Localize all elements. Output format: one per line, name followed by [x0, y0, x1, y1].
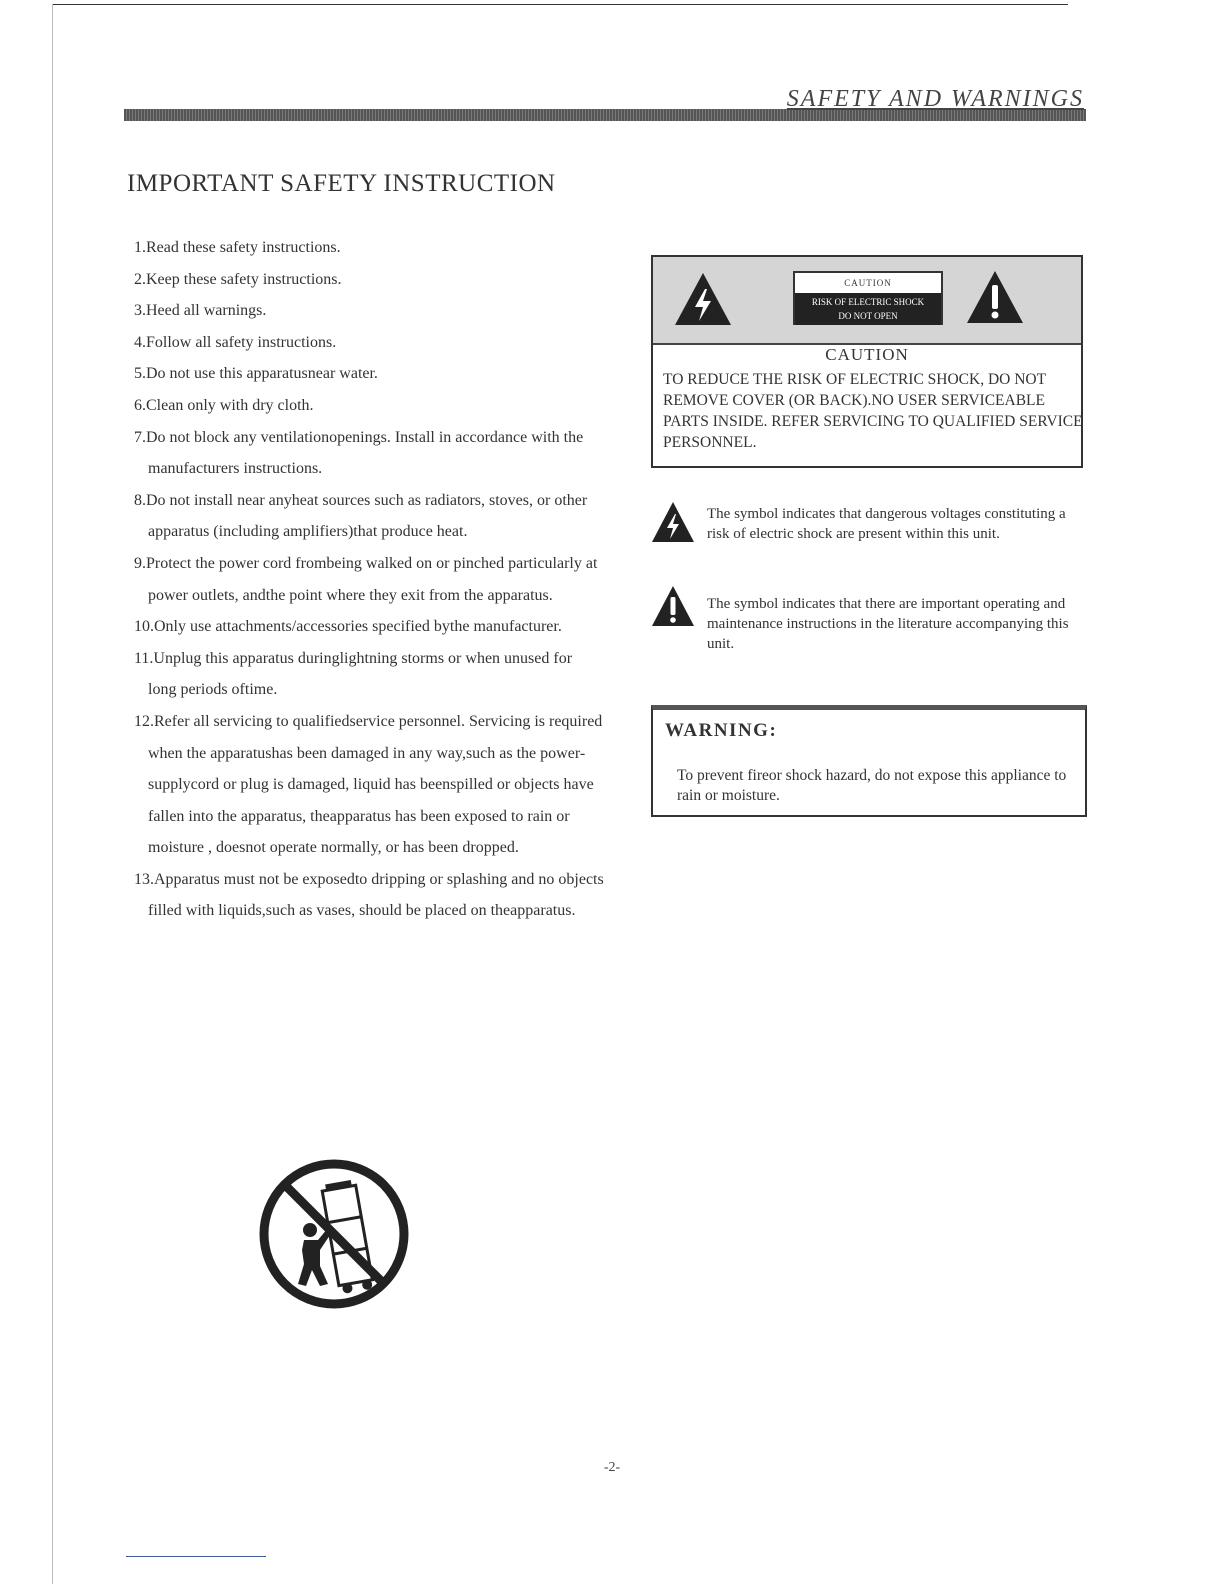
warning-title: WARNING: [665, 720, 778, 741]
top-rule [52, 4, 1068, 5]
warning-box [651, 705, 1087, 817]
caution-body: TO REDUCE THE RISK OF ELECTRIC SHOCK, DO NOT REMOVE COVER (OR BACK).NO USER SERVICEABLE PARTS INSIDE. REFER SERVICING TO QUALIFIED SERVICE PERSONNEL. [663, 371, 1083, 451]
caution-banner [653, 257, 1081, 345]
instruction-item: 8.Do not install near anyheat sources such as radiators, stoves, or other apparatus (including amplifiers)that produce heat. [134, 491, 588, 541]
instruction-item: 11.Unplug this apparatus duringlightning storms or when unused for long periods oftime. [134, 649, 573, 699]
symbol-description: The symbol indicates that there are important operating and maintenance instructions in the literature accompanying this unit. [707, 596, 1069, 652]
instruction-item: 9.Protect the power cord frombeing walked on or pinched particularly at power outlets, andthe point where they exit from the apparatus. [134, 554, 598, 604]
page-number: -2- [603, 1460, 621, 1475]
instruction-list [134, 232, 604, 927]
section-title: SAFETY AND WARNINGS [786, 86, 1084, 112]
instruction-item: 4.Follow all safety instructions. [134, 333, 337, 351]
instruction-item: 6.Clean only with dry cloth. [134, 396, 314, 414]
caution-heading: CAUTION [825, 345, 909, 364]
footer-rule [126, 1556, 266, 1557]
instruction-item: 3.Heed all warnings. [134, 302, 267, 320]
caution-label-top: CAUTION [844, 278, 892, 288]
page-title: IMPORTANT SAFETY INSTRUCTION [127, 170, 556, 197]
exclamation-triangle-icon [965, 269, 1025, 325]
instruction-item: 5.Do not use this apparatusnear water. [134, 365, 378, 383]
symbol-description: The symbol indicates that dangerous voltages constituting a risk of electric shock are present within this unit. [707, 506, 1066, 542]
left-margin-rule [52, 4, 53, 1584]
instruction-item: 13.Apparatus must not be exposedto dripping or splashing and no objects filled with liquids,such as vases, should be placed on theapparatus. [134, 870, 604, 920]
caution-label-bottom [795, 293, 941, 325]
instruction-item: 7.Do not block any ventilationopenings. Install in accordance with the manufacturers instructions. [134, 428, 584, 478]
no-cart-tipover-icon [258, 1158, 410, 1310]
caution-label-line: DO NOT OPEN [838, 311, 898, 321]
caution-label-line: RISK OF ELECTRIC SHOCK [811, 297, 925, 307]
warning-body: To prevent fireor shock hazard, do not expose this appliance to rain or moisture. [677, 767, 1067, 804]
instruction-item: 12.Refer all servicing to qualifiedservice personnel. Servicing is required when the apparatushas been damaged in any way,such as the power-supplycord or plug is damaged, liquid has beenspilled or objects have fallen into the apparatus, theapparatus has been exposed to rain or moisture , doesnot operate normally, or has been dropped. [134, 712, 603, 857]
lightning-triangle-icon [651, 500, 695, 544]
caution-box [651, 255, 1083, 468]
instruction-item: 1.Read these safety instructions. [134, 239, 341, 256]
instruction-item: 10.Only use attachments/accessories specified bythe manufacturer. [134, 618, 562, 636]
lightning-triangle-icon [673, 271, 733, 327]
exclamation-triangle-icon [651, 584, 695, 628]
instruction-item: 2.Keep these safety instructions. [134, 270, 342, 288]
caution-label [793, 271, 943, 325]
